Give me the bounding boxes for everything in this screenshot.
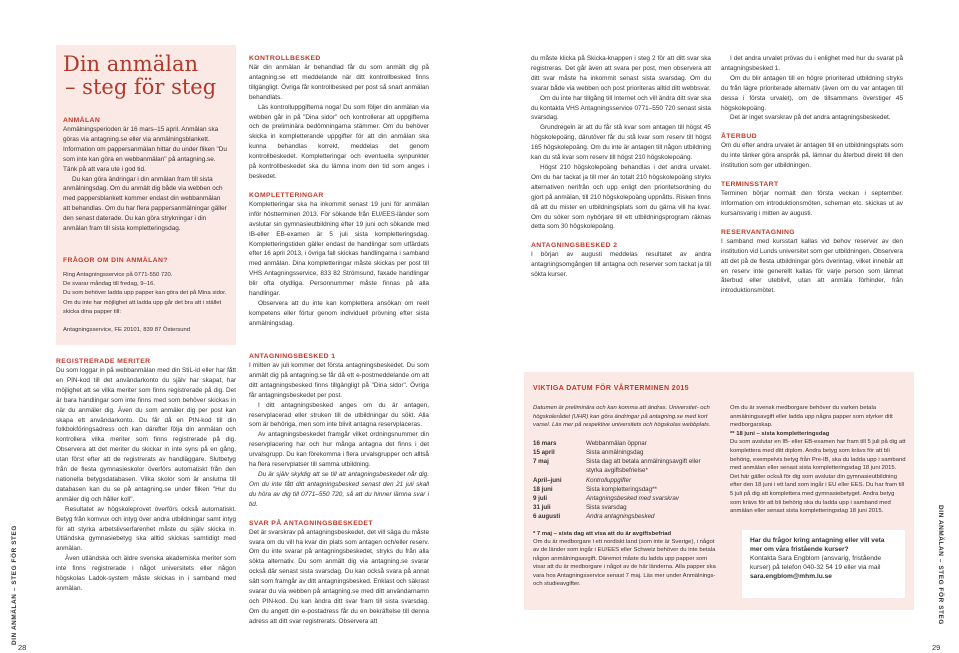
table-row: 9 juli Antagningsbesked med svarskrav xyxy=(533,495,679,502)
heading-kompletteringar: KOMPLETTERINGAR xyxy=(249,191,324,199)
dates-right-col xyxy=(730,404,907,516)
contact-name: Kontakta Sara Engblom (ansvarig, fristående kurser) på telefon 040-32 54 19 eller via mail xyxy=(750,555,882,571)
col3-p4: Högst 210 högskolepoäng behandlas i det andra urvalet. Om du har tackat ja till mer än totalt 210 högskolepoäng stryks alternativen nerifrån och upp enligt den prioritetsordning du gjort på anmälan, till 210 högskolepoäng uppnåtts. Risken finns då att du mister en utbildningsplats som du gärna vill ha kvar. Om du söker som nybörjare till ett utbildningsprogram räknas detta som 30 högskolepoäng. xyxy=(531,163,711,231)
faq-line-3: Du som behöver ladda upp papper kan göra det på Mina sidor. Om du inte har möjlighet att ladda upp går det bra att i stället skicka dina papper till: xyxy=(63,290,227,315)
heading-terminsstart: TERMINSSTART xyxy=(721,181,779,189)
dates-table xyxy=(533,439,718,522)
col2b-p5: Det är svarskrav på antagningsbeskedet, det vill säga du måste svara om du vill ha kvar din plats som antagen och/eller reserv. Om du inte svarar på antagningsbeskedet, stryks du från alla sökta alternativ. Du som anmält dig via antagning.se svarar också där senast sista svarsdag. Du kan också svara på annat sätt som framgår av ditt antagningsbesked. Enklast och säkrast svarar du via webben på antagning.se med ditt användarnamn och PIN-kod. Du kan ändra ditt svar fram till sista svarsdag. Om du angett din e-postadress får du en bekräftelse till denna adress att ditt svar registrerats. Observera att xyxy=(249,528,429,625)
contact-question: Har du frågor kring antagning eller vill veta mer om våra fristående kurser? xyxy=(750,537,885,553)
dates-title: VIKTIGA DATUM FÖR VÅRTERMINEN 2015 xyxy=(533,385,689,392)
deadline-note: Du som avslutar en IB- eller EB-examen har fram till 5 juli på dig att komplettera med ditt diplom. Andra betyg som krävs för att bli behörig, exempelvis betyg från Pre-IB, ska du ladda upp i samband med anmälan eller senast sista kompletteringsdag 18 juni 2015. Det här gäller också för dig som avslutar din gymnasieutbildning efter den 18 juni i ett land som ingår i EU eller EES. Du har fram till 5 juli på dig att komplettera med gymnasiebetyget. Andra betyg som krävs för att bli behörig ska du ladda upp i samband med anmälan eller senast sista kompletteringsdag 18 juni 2015. xyxy=(730,439,906,515)
faq-line-1: Ring Antagningsservice på 0771-550 720. xyxy=(63,271,173,278)
col2-bottom xyxy=(249,352,429,627)
col2-p4: Observera att du inte kan komplettera ansökan om reell kompetens eller förtur genom individuell prövning efter sista anmälningsdag. xyxy=(249,299,429,327)
table-row: 18 juni Sista kompletteringsdag** xyxy=(533,485,657,493)
table-row: 7 maj Sista dag att betala anmälningsavgift eller styrka avgiftsbefrielse* xyxy=(533,458,701,475)
dates-left-col xyxy=(533,404,718,588)
dates-box xyxy=(524,372,914,610)
col4-p3: Det är inget svarskrav på det andra antagningsbeskedet. xyxy=(730,114,891,122)
table-row: 31 juli Sista svarsdag xyxy=(533,504,627,512)
footnote-1: * 7 maj – sista dag att visa att du är avgiftsbefriad xyxy=(533,530,672,537)
spine-right: DIN ANMÄLAN – STEG FÖR STEG xyxy=(937,505,944,625)
contact-email-link[interactable]: sara.engblom@mhm.lu.se xyxy=(750,573,832,580)
col2-p1: När din anmälan är behandlad får du som anmält dig på antagning.se ett meddelande när ditt kontrollbesked finns tillgängligt. Övriga får kontrollbesked per post så snart anmälan behandlats. xyxy=(249,64,429,101)
col2-p2: Läs kontrolluppgifterna noga! Du som följer din anmälan via webben går in på "Dina sidor" och kontrollerar att uppgifterna och de preliminära bedömningarna stämmer. Om du behöver skicka in kompletterande uppgifter för att din anmälan ska kunna behandlas korrekt, meddelas det genom kontrollbeskedet. Kompletteringar och eventuella synpunkter på kontrollbeskedet ska du lämna inom den tid som anges i beskedet. xyxy=(249,103,429,180)
col2-top xyxy=(249,54,429,329)
table-row: April–juni Kontrolluppgifter xyxy=(533,476,632,484)
col3-p1: du måste klicka på Skicka-knappen i steg 2 för att ditt svar ska registreras. Det går även att svara per post, men observera att ditt svar måste ha inkommit senast sista svarsdag. Om du svarar både via webben och post prioriteras alltid ditt webbsvar. xyxy=(531,55,711,92)
heading-aterbud: ÅTERBUD xyxy=(721,133,758,141)
intro-paragraph-1: Anmälningsperioden är 16 mars–15 april. Anmälan ska göras via antagning.se eller via anmälningsblankett. Information om pappersanmälan hittar du under fliken "Du som inte kan göra en webbanmälan" på antagning.se. Tänk på att vara ute i god tid. xyxy=(63,126,227,173)
page-title-line1: Din anmälan xyxy=(63,52,198,76)
col2b-p1: I mitten av juli kommer det första antagningsbeskedet. Du som anmält dig på antagning.se får då ett e-postmeddelande om att ditt antagningsbesked finns tillgängligt på "Dina sidor". Övriga får antagningsbeskedet per post. xyxy=(249,362,429,399)
dates-intro: Datumen är preliminära och kan komma att ändras. Universitet- och högskolerådet (UHR) kan göra ändringar på antagning.se med kort varsel. Läs mer på respektive universitets och högskolas webbplats. xyxy=(533,405,711,429)
col4-p5: Terminen börjar normalt den första veckan i september. Information om introduktionsmöten, scheman etc. skickas ut av kursansvarig i mitten av augusti. xyxy=(721,190,903,217)
citizen-note: Om du är svensk medborgare behöver du varken betala anmälningsavgift eller ladda upp några papper som styrker ditt medborgarskap. xyxy=(730,405,893,429)
deadline-title: ** 18 juni – sista kompletteringsdag xyxy=(730,430,830,437)
intro-box xyxy=(56,45,236,345)
col4-top xyxy=(721,54,903,296)
col3-top xyxy=(531,54,711,280)
col4-p4: Om du efter andra urvalet är antagen till en utbildningsplats som du inte tänker göra anspråk på, lämnar du återbud direkt till den institution som ger utbildningen. xyxy=(721,142,903,170)
heading-antagningsbesked-2: ANTAGNINGSBESKED 2 xyxy=(531,242,618,250)
footnote-2: Om du är medborgare i ett nordiskt land (som inte är Sverige), i något av de länder som ingår i EU/EES eller Schweiz behöver du inte betala någon anmälningsavgift. Däremot måste du ladda upp papper som visar att du är medborgare i något av de här länderna. Alla papper ska vara hos Antagningsservice senast 7 maj. Läs mer under Anmälnings- och studieavgifter. xyxy=(533,539,716,588)
col2b-p2: I ditt antagningsbesked anges om du är antagen, reservplacerad eller struken till de utbildningar du sökt. Alla som är behöriga, men som inte blivit antagna reservplaceras. xyxy=(249,401,429,429)
col3-p2: Om du inte har tillgång till Internet och vill ändra ditt svar ska du kontakta VHS Antagningsservice 0771–550 720 senast sista svarsdag. xyxy=(531,94,711,122)
heading-svar-antagningsbesked: SVAR PÅ ANTAGNINGSBESKEDET xyxy=(249,519,373,527)
page-number-right: 29 xyxy=(932,643,941,652)
col2b-p3: Av antagningsbeskedet framgår vilket ordningsnummer din reservplacering har och hur många antagna det finns i det urvalsgrupp. Du kan förekomma i flera urvalsgrupper och alltså ha flera reservplatser till samma utbildning. xyxy=(249,431,429,469)
left-page xyxy=(0,0,479,653)
right-page xyxy=(480,0,959,653)
col1b-p1: Du som loggar in på webbanmälan med din StiL-id eller har fått en PIN-kod till det användarkonto du själv har skapat, har möjlighet att se vilka meriter som finns registrerade på dig. Det är bara handlingar som inte finns med som behöver skickas in när du anmäler dig. Även du som anmäler dig per post kan skapa ett användarkonto. Du får då en PIN-kod till din folkbokföringsadress och kan därefter följa din anmälan och kontrollera vilka meriter som finns registrerade på dig. Observera att det meriter du skickar in inte syns på en gång, utan först efter att de registrerats av handläggare. Slutbetyg från de flesta gymnasieskolor överförs automatiskt från den nationella betygsdatabasen. Vilka skolor som är anslutna till databasen kan du se på antagning.se under fliken "Hur du anmäler dig och håller koll". xyxy=(56,367,236,503)
table-row: 15 april Sista anmälningsdag xyxy=(533,448,644,456)
col2-p3: Kompletteringar ska ha inkommit senast 19 juni för anmälan inför höstterminen 2013. För sökande från EU/EES-länder som avslutar sin gymnasieutbildning efter 19 juni och sökande med IB-eller EB-examen är 5 juli sista kompletteringsdag. Kompletteringstiden gäller endast de handlingar som utfärdats efter 16 april 2013, i övriga fall skickas handlingarna i samband med anmälan. Dina kompletteringar måste skickas per post till VHS Antagningsservice, 833 82 Strömsund, faxade handlingar blir ofta otydliga. Personnummer måste finnas på alla handlingar. xyxy=(249,200,429,298)
col4-p6: I samband med kursstart kallas vid behov reserver av den institution vid Lunds universitet som ger utbildningen. Observera att det på de flesta utbildningar görs överintag, vilket innebär att en reserv inte generellt kallas för varje person som lämnat återbud eller uteblivit, utan att anmäla förhinder, från introduktionsmötet. xyxy=(721,237,903,295)
faq-address: Antagningsservice, FE 20101, 839 87 Östersund xyxy=(63,326,191,333)
col4-p1: I det andra urvalet prövas du i enlighet med hur du svarat på antagningsbesked 1. xyxy=(721,55,903,72)
heading-kontrollbesked: KONTROLLBESKED xyxy=(249,55,321,62)
page-title-line2: – steg för steg xyxy=(65,75,217,99)
col3-p3: Grundregeln är att du får stå kvar som antagen till högst 45 högskolepoäng, därutöver får du stå kvar som reserv till högst 165 högskolepoäng. Om du inte är antagen till någon utbildning kan du stå kvar som reserv till högst 210 högskolepoäng. xyxy=(531,124,711,162)
section-title-anmalan: ANMÄLAN xyxy=(63,117,101,124)
col4-p2: Om du blir antagen till en högre prioriterad utbildning stryks du från lägre prioriterade alternativ (även om du var antagen till dessa i första urvalet), om de tillsammans överstiger 45 högskolepoäng. xyxy=(721,74,903,112)
spine-left: DIN ANMÄLAN – STEG FÖR STEG xyxy=(11,525,18,645)
page-number-left: 28 xyxy=(18,643,27,652)
col1-bottom xyxy=(56,357,236,594)
faq-title: FRÅGOR OM DIN ANMÄLAN? xyxy=(63,256,168,264)
table-row: 6 augusti Andra antagningsbesked xyxy=(533,513,655,521)
heading-antagningsbesked-1: ANTAGNINGSBESKED 1 xyxy=(249,353,336,360)
col2b-p4: Du är själv skyldig att se till att antagningsbeskedet når dig. Om du inte fått ditt antagningsbesked senast den 21 juli skall du höra av dig till 0771–550 720, så att du hinner lämna svar i tid. xyxy=(249,470,429,508)
contact-box xyxy=(742,530,905,598)
faq-line-2: De svarar måndag till fredag, 9–16. xyxy=(63,281,156,288)
heading-reservantagning: RESERVANTAGNING xyxy=(721,228,795,236)
col1b-p3: Även utländska och äldre svenska akademiska meriter som inte finns registrerade i något universitets eller någon högskolas Ladok-system måste skickas in i samband med anmälan. xyxy=(56,555,236,592)
intro-paragraph-2: Du kan göra ändringar i din anmälan fram till sista anmälningsdag. Om du anmält dig både via webben och med pappersblankett kommer endast din webbanmälan att behandlas. Om du har flera pappersanmälningar gäller den senast daterade. Du kan göra strykningar i din anmälan fram till sista kompletteringsdag. xyxy=(63,175,227,233)
col1b-p2: Resultatet av högskoleprovet överförs också automatiskt. Betyg från komvux och intyg över andra utbildningar samt intyg för att styrka arbetslivserfarenhet måste du själv skicka in. Utländska gymnasiebetyg ska alltid skickas samtidigt med anmälan. xyxy=(56,505,236,553)
col3-p5: I början av augusti meddelas resultatet av andra antagningsomgången till antagna och reserver som tackat ja till sökta kurser. xyxy=(531,251,711,279)
table-row: 16 mars Webbanmälan öppnar xyxy=(533,439,647,447)
heading-registrerade-meriter: REGISTRERADE MERITER xyxy=(56,358,151,365)
